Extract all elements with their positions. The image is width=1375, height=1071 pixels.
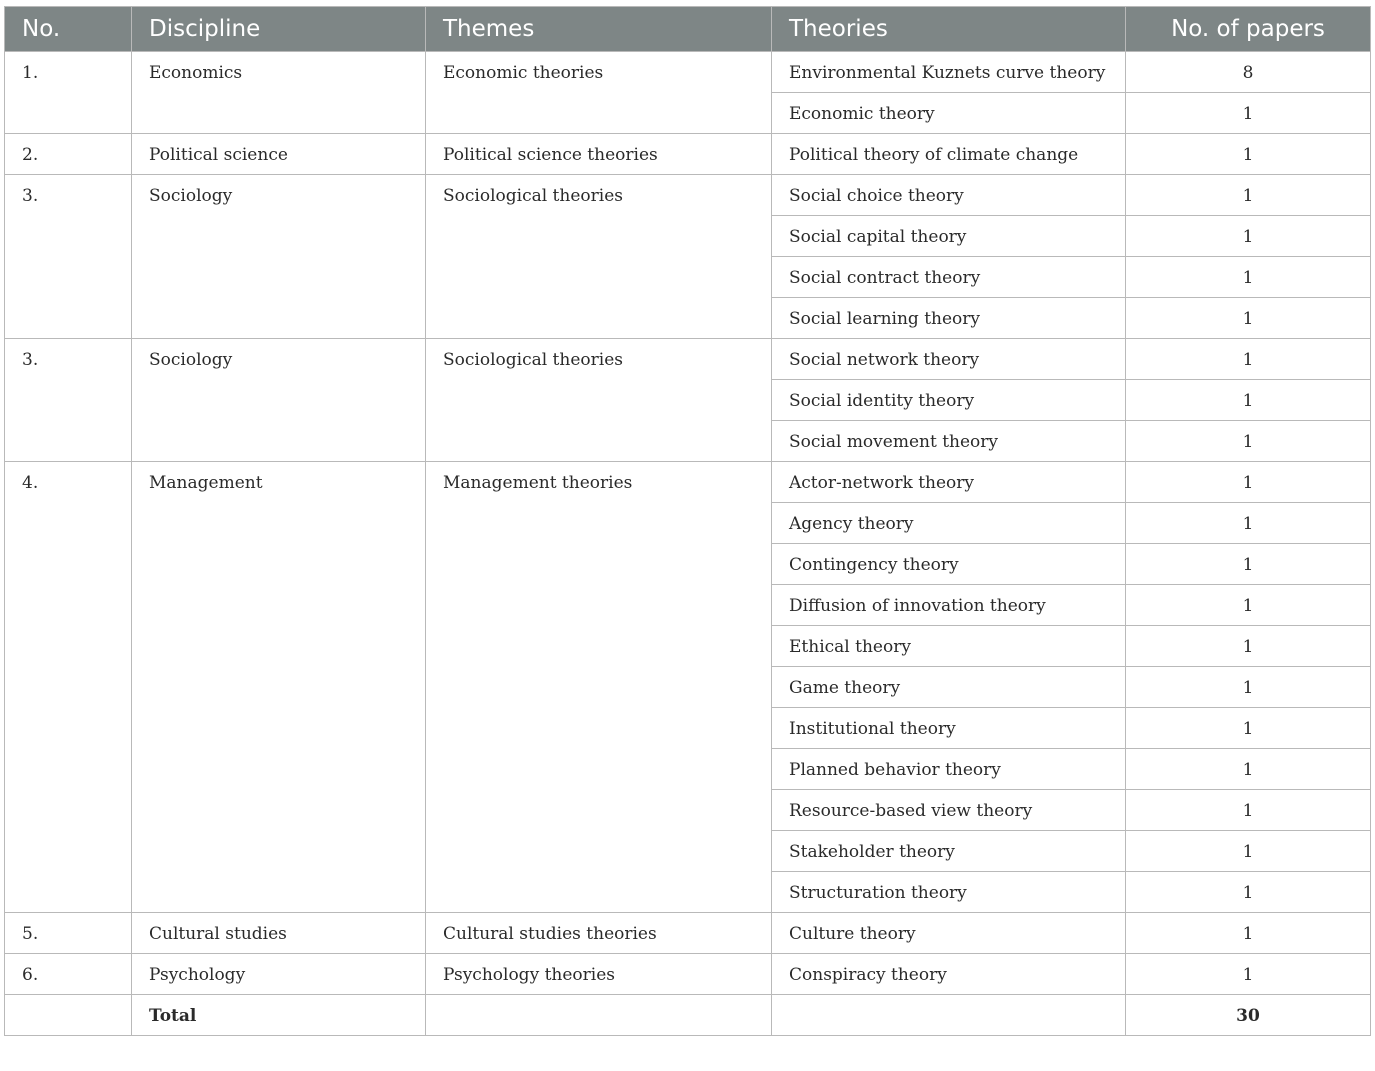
discipline-cell [132,339,426,462]
theory: Contingency theory [789,555,959,575]
theory: Social movement theory [789,432,999,452]
theme-cell [426,913,772,954]
theory-cell [772,790,1126,831]
row-number: 3. [22,186,39,206]
header-discipline: Discipline [132,7,426,52]
paper-count-cell [1126,831,1371,872]
theory: Stakeholder theory [789,842,955,862]
paper-count-cell [1126,503,1371,544]
theory-cell [772,708,1126,749]
theme-cell [426,339,772,462]
theory: Diffusion of innovation theory [789,596,1046,616]
table-body [5,52,1371,1036]
discipline-cell [132,134,426,175]
theory-cell [772,216,1126,257]
theory-cell [772,831,1126,872]
row-number: 3. [22,350,39,370]
paper-count-cell [1126,626,1371,667]
paper-count: 1 [1242,965,1254,985]
theme: Management theories [443,473,633,493]
theory-cell [772,667,1126,708]
paper-count: 1 [1242,350,1254,370]
theory: Social contract theory [789,268,981,288]
theory: Economic theory [789,104,935,124]
paper-count-cell [1126,790,1371,831]
paper-count: 1 [1242,924,1254,944]
paper-count: 1 [1242,391,1254,411]
row-number-cell [5,954,132,995]
paper-count: 1 [1242,719,1254,739]
paper-count-cell [1126,216,1371,257]
theory: Environmental Kuznets curve theory [789,63,1106,83]
table-row [5,462,1371,503]
theory: Agency theory [789,514,914,534]
paper-count: 1 [1242,760,1254,780]
paper-count-cell [1126,93,1371,134]
paper-count: 1 [1242,186,1254,206]
theory-cell [772,52,1126,93]
header-no: No. [5,7,132,52]
header-no-of-papers: No. of papers [1126,7,1371,52]
table-row [5,134,1371,175]
row-number-cell [5,134,132,175]
total-count: 30 [1236,1006,1260,1026]
theory: Social learning theory [789,309,981,329]
paper-count-cell [1126,462,1371,503]
theory-cell [772,421,1126,462]
table-row [5,954,1371,995]
theory: Social capital theory [789,227,967,247]
paper-count-cell [1126,954,1371,995]
row-number: 6. [22,965,39,985]
total-theme-cell [426,995,772,1036]
paper-count-cell [1126,52,1371,93]
paper-count: 1 [1242,432,1254,452]
theme: Cultural studies theories [443,924,657,944]
paper-count: 1 [1242,883,1254,903]
theory-cell [772,913,1126,954]
table-row [5,339,1371,380]
theory: Actor-network theory [789,473,974,493]
row-number: 5. [22,924,39,944]
row-number: 4. [22,473,39,493]
theme: Economic theories [443,63,604,83]
theory-cell [772,462,1126,503]
row-number: 1. [22,63,39,83]
discipline-cell [132,175,426,339]
paper-count: 1 [1242,104,1254,124]
paper-count: 1 [1242,596,1254,616]
discipline: Cultural studies [149,924,287,944]
table-row [5,913,1371,954]
discipline-cell [132,913,426,954]
paper-count-cell [1126,667,1371,708]
theory: Planned behavior theory [789,760,1001,780]
paper-count-cell [1126,339,1371,380]
header-themes: Themes [426,7,772,52]
total-label: Total [149,1006,197,1026]
row-number-cell [5,913,132,954]
paper-count: 1 [1242,555,1254,575]
theory-cell [772,544,1126,585]
paper-count-cell [1126,175,1371,216]
row-number-cell [5,339,132,462]
theory-cell [772,339,1126,380]
table-header [5,7,1371,52]
table-row [5,175,1371,216]
total-label-cell [132,995,426,1036]
paper-count: 1 [1242,309,1254,329]
paper-count-cell [1126,421,1371,462]
theory: Social choice theory [789,186,964,206]
paper-count-cell [1126,544,1371,585]
theories-table [4,6,1371,1036]
discipline: Sociology [149,186,233,206]
paper-count-cell [1126,257,1371,298]
theme-cell [426,52,772,134]
theory-cell [772,954,1126,995]
total-no-cell [5,995,132,1036]
paper-count-cell [1126,134,1371,175]
theory: Structuration theory [789,883,967,903]
theory: Culture theory [789,924,916,944]
row-number-cell [5,462,132,913]
theory: Ethical theory [789,637,911,657]
theory-cell [772,93,1126,134]
paper-count: 1 [1242,678,1254,698]
theory-cell [772,503,1126,544]
paper-count-cell [1126,585,1371,626]
discipline: Psychology [149,965,246,985]
discipline-cell [132,52,426,134]
row-number: 2. [22,145,39,165]
paper-count-cell [1126,913,1371,954]
theory: Institutional theory [789,719,956,739]
theme-cell [426,134,772,175]
total-row [5,995,1371,1036]
theory: Social identity theory [789,391,975,411]
paper-count: 8 [1242,63,1254,83]
discipline: Sociology [149,350,233,370]
theory-cell [772,257,1126,298]
paper-count: 1 [1242,227,1254,247]
paper-count: 1 [1242,801,1254,821]
paper-count: 1 [1242,473,1254,493]
theme-cell [426,954,772,995]
paper-count: 1 [1242,514,1254,534]
theory-cell [772,626,1126,667]
row-number-cell [5,175,132,339]
discipline: Management [149,473,263,493]
theme-cell [426,462,772,913]
theory: Resource-based view theory [789,801,1033,821]
theory-cell [772,749,1126,790]
paper-count-cell [1126,298,1371,339]
theory: Conspiracy theory [789,965,947,985]
table-row [5,52,1371,93]
paper-count-cell [1126,749,1371,790]
theory-cell [772,298,1126,339]
theme: Sociological theories [443,350,623,370]
total-theory-cell [772,995,1126,1036]
theory-cell [772,872,1126,913]
theory: Political theory of climate change [789,145,1079,165]
discipline-cell [132,462,426,913]
theory-cell [772,134,1126,175]
theme-cell [426,175,772,339]
paper-count: 1 [1242,145,1254,165]
theory-cell [772,585,1126,626]
paper-count-cell [1126,708,1371,749]
discipline-cell [132,954,426,995]
paper-count: 1 [1242,268,1254,288]
theory-cell [772,175,1126,216]
theme: Sociological theories [443,186,623,206]
paper-count-cell [1126,380,1371,421]
total-count-cell [1126,995,1371,1036]
discipline: Economics [149,63,243,83]
paper-count: 1 [1242,842,1254,862]
theory: Social network theory [789,350,980,370]
theme: Psychology theories [443,965,616,985]
header-theories: Theories [772,7,1126,52]
theory: Game theory [789,678,901,698]
paper-count-cell [1126,872,1371,913]
theory-cell [772,380,1126,421]
header-row [5,7,1371,52]
discipline: Political science [149,145,288,165]
theme: Political science theories [443,145,658,165]
paper-count: 1 [1242,637,1254,657]
row-number-cell [5,52,132,134]
